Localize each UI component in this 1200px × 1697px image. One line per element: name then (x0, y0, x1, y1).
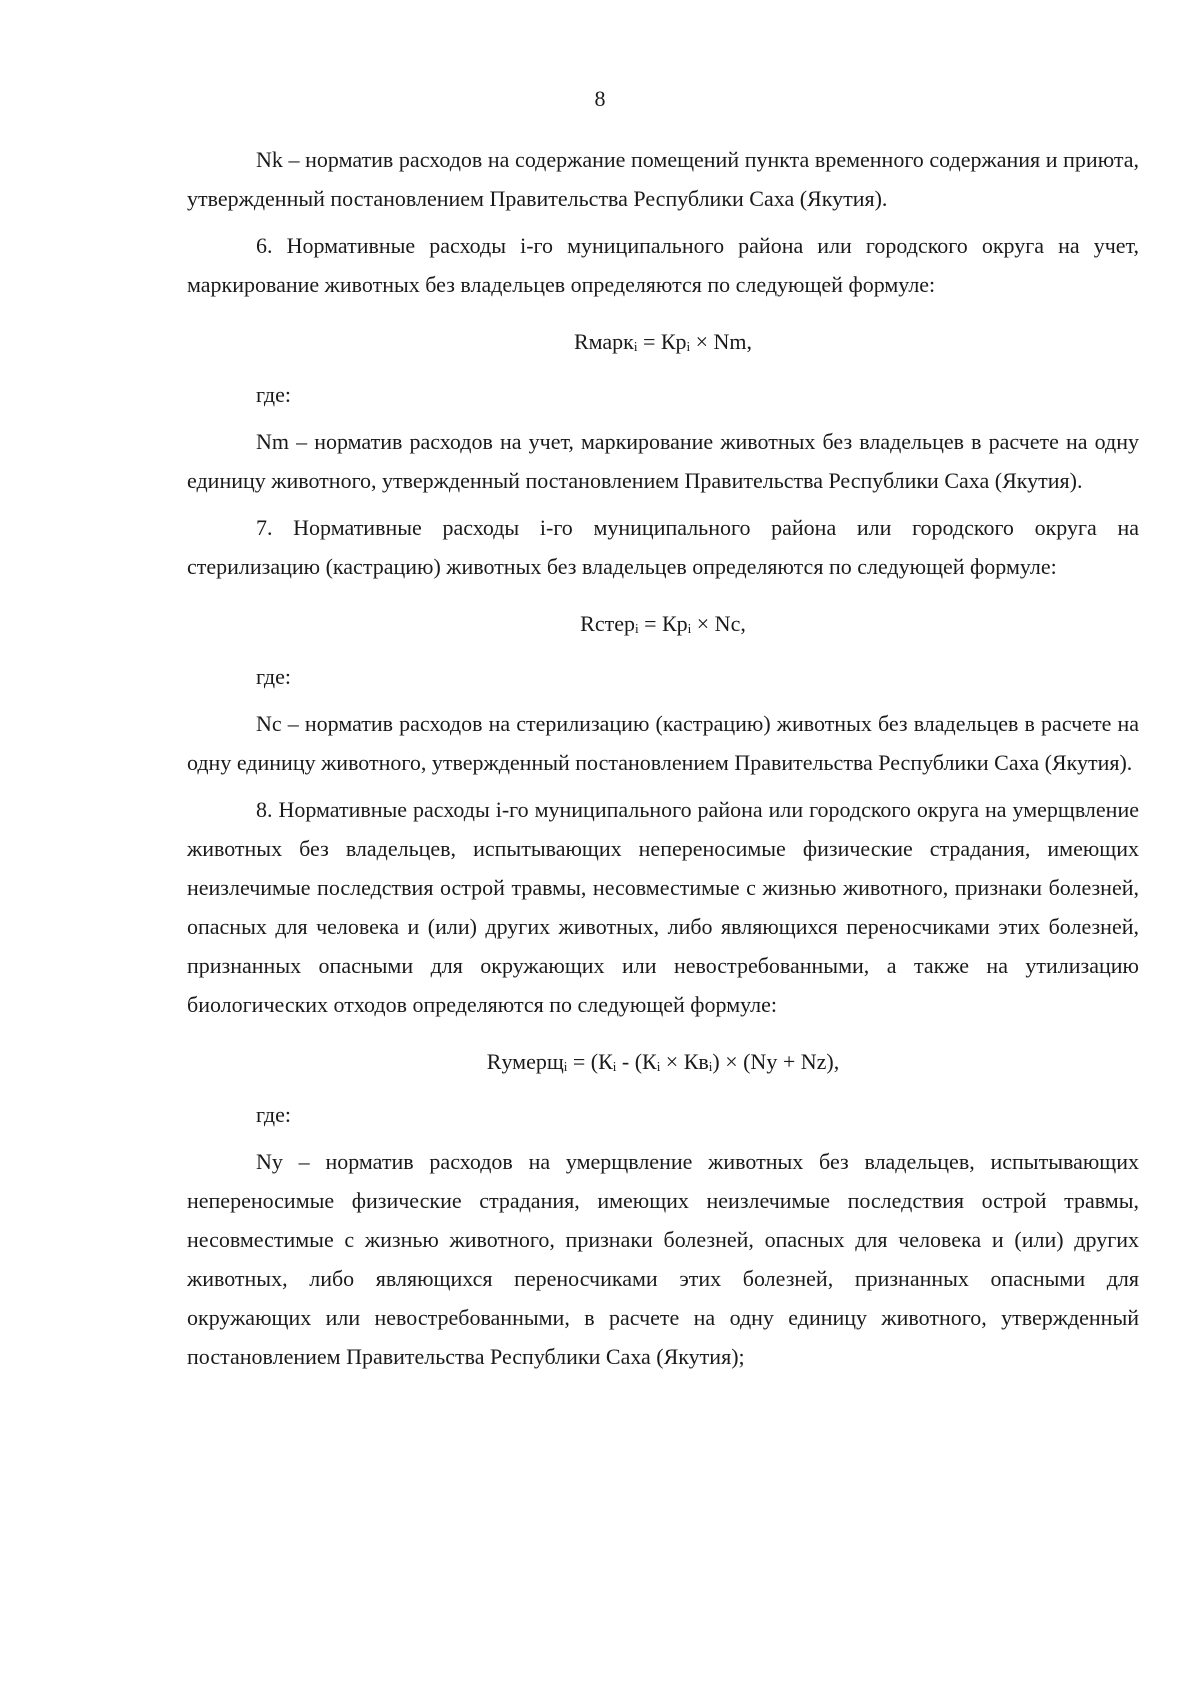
formula-marking: Rмаркᵢ = Кpᵢ × Nm, (573, 329, 753, 354)
paragraph-item-7: 7. Нормативные расходы i-го муниципального района или городского округа на стерилизацию (кастрацию) животных без владельцев определяются по следующей формуле: (187, 515, 1139, 579)
formula-sterilization: Rстерᵢ = Кpᵢ × Nc, (580, 611, 746, 636)
paragraph-ny-definition: Ny – норматив расходов на умерщвление животных без владельцев, испытывающих непереносимые физические страдания, имеющих неизлечимые последствия острой травмы, несовместимые с жизнью животного, признаки болезней, опасных для человека и (или) других животных, либо являющихся переносчиками этих болезней, признанных опасными для окружающих или невостребованными, в расчете на одну единицу животного, утвержденный постановлением Правительства Республики Саха (Якутия); (187, 1149, 1139, 1369)
paragraph-item-6: 6. Нормативные расходы i-го муниципального района или городского округа на учет, маркирование животных без владельцев определяются по следующей формуле: (187, 233, 1139, 297)
paragraph-nk-definition: Nk – норматив расходов на содержание помещений пункта временного содержания и приюта, утвержденный постановлением Правительства Республики Саха (Якутия). (187, 147, 1139, 211)
page-number: 8 (594, 86, 606, 111)
where-label-2: где: (256, 664, 291, 689)
document-body (187, 140, 1139, 1376)
where-label-3: где: (256, 1102, 291, 1127)
paragraph-nm-definition: Nm – норматив расходов на учет, маркирование животных без владельцев в расчете на одну единицу животного, утвержденный постановлением Правительства Республики Саха (Якутия). (187, 429, 1139, 493)
paragraph-item-8: 8. Нормативные расходы i-го муниципального района или городского округа на умерщвление животных без владельцев, испытывающих непереносимые физические страдания, имеющих неизлечимые последствия острой травмы, несовместимые с жизнью животного, признаки болезней, опасных для человека и (или) других животных, либо являющихся переносчиками этих болезней, признанных опасными для окружающих или невостребованными, а также на утилизацию биологических отходов определяются по следующей формуле: (187, 797, 1139, 1017)
paragraph-nc-definition: Nc – норматив расходов на стерилизацию (кастрацию) животных без владельцев в расчете на одну единицу животного, утвержденный постановлением Правительства Республики Саха (Якутия). (187, 711, 1139, 775)
where-label-1: где: (256, 382, 291, 407)
formula-euthanasia: Rумерщᵢ = (Кᵢ - (Кᵢ × Квᵢ) × (Ny + Nz), (486, 1049, 840, 1074)
